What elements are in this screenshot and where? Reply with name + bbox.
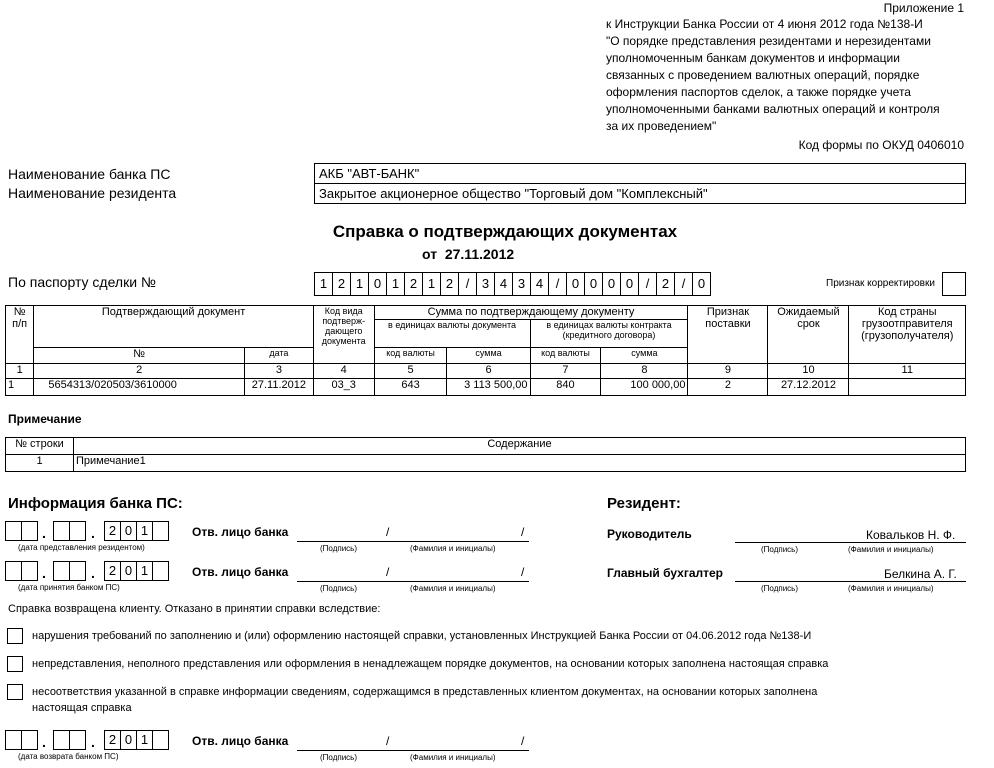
officer-signature-line <box>297 750 529 751</box>
date-dot: . <box>42 734 46 750</box>
notes-title: Примечание <box>8 412 82 426</box>
col-sum-contract-header: в единицах валюты контракта (кредитного договора) <box>530 320 688 348</box>
instruction-reference <box>606 16 976 135</box>
refusal-intro: Справка возвращена клиенту. Отказано в принятии справки вследствие: <box>8 603 381 615</box>
date-dot: . <box>91 525 95 541</box>
row-amount[interactable]: 3 113 500,00 <box>447 379 530 396</box>
officer-sign-caption: (Подпись) <box>320 584 357 593</box>
head-sign-caption: (Подпись) <box>761 545 798 554</box>
head-label: Руководитель <box>607 527 692 541</box>
head-name-caption: (Фамилия и инициалы) <box>848 545 934 554</box>
date-dot: . <box>91 565 95 581</box>
bank-name-field[interactable]: АКБ "АВТ-БАНК" <box>314 163 966 184</box>
officer-name-caption: (Фамилия и инициалы) <box>410 544 496 553</box>
refusal-reason-2: непредставления, неполного представления или оформления в ненадлежащем порядке документов, на основании которых заполнена настоящая справка <box>32 658 829 670</box>
passport-char-cell[interactable]: 1 <box>314 272 333 296</box>
col-number: 9 <box>688 364 768 379</box>
notes-row-no: 1 <box>6 455 74 472</box>
passport-char-cell[interactable]: 4 <box>530 272 549 296</box>
col-amount-header: сумма <box>447 348 530 364</box>
date-month-cell[interactable] <box>53 730 70 750</box>
correction-box[interactable] <box>942 272 966 296</box>
head-name: Ковальков Н. Ф. <box>866 528 956 542</box>
bank-name-label: Наименование банка ПС <box>8 166 171 182</box>
officer-name-caption: (Фамилия и инициалы) <box>410 584 496 593</box>
officer-label: Отв. лицо банка <box>192 734 289 748</box>
instruction-line: связанных с проведением валютных операций, порядке <box>606 68 920 82</box>
instruction-line: за их проведением" <box>606 119 717 133</box>
col-number: 6 <box>447 364 530 379</box>
col-number: 8 <box>601 364 688 379</box>
passport-char-cell[interactable]: 0 <box>620 272 639 296</box>
passport-char-cell[interactable]: / <box>674 272 693 296</box>
date-line <box>422 246 514 262</box>
date-prefix: от <box>422 246 438 262</box>
notes-content-header: Содержание <box>74 438 966 455</box>
passport-char-cell[interactable]: 1 <box>350 272 369 296</box>
passport-char-cell[interactable]: / <box>638 272 657 296</box>
col-sum-cur-header: в единицах валюты документа <box>374 320 530 348</box>
col-number: 10 <box>768 364 849 379</box>
passport-char-cell[interactable]: 0 <box>566 272 585 296</box>
date-year-cell[interactable]: 2 <box>104 561 121 581</box>
slash-separator: / <box>521 734 525 748</box>
head-signature-line <box>735 542 966 543</box>
slash-separator: / <box>386 734 390 748</box>
slash-separator: / <box>386 525 390 539</box>
passport-char-cell[interactable]: 3 <box>476 272 495 296</box>
row-country[interactable] <box>849 379 966 396</box>
refusal-reason-1: нарушения требований по заполнению и (или) оформлению настоящей справки, установленных Инструкцией Банка России от 04.06.2012 года №138-И <box>32 630 812 642</box>
date-day-cell[interactable] <box>21 561 38 581</box>
accountant-name-caption: (Фамилия и инициалы) <box>848 584 934 593</box>
passport-char-cell[interactable]: 0 <box>368 272 387 296</box>
date-dot: . <box>42 525 46 541</box>
officer-signature-line <box>297 581 529 582</box>
date-day-cell[interactable] <box>21 730 38 750</box>
date-day-cell[interactable] <box>21 521 38 541</box>
date-caption-received: (дата представления резидентом) <box>18 543 145 552</box>
officer-label: Отв. лицо банка <box>192 565 289 579</box>
table-row <box>6 455 966 472</box>
col-amount2-header: сумма <box>601 348 688 364</box>
date-year-cell[interactable]: 0 <box>120 730 137 750</box>
date-month-cell[interactable] <box>69 730 86 750</box>
slash-separator: / <box>386 565 390 579</box>
date-year-cell[interactable]: 2 <box>104 730 121 750</box>
col-sum-header: Сумма по подтверждающему документу <box>374 306 688 320</box>
date-year-cell[interactable]: 0 <box>120 521 137 541</box>
passport-char-cell[interactable]: 2 <box>440 272 459 296</box>
officer-sign-caption: (Подпись) <box>320 544 357 553</box>
col-number: 5 <box>374 364 447 379</box>
date-caption-returned: (дата возврата банком ПС) <box>18 752 119 761</box>
instruction-line: оформления паспортов сделок, а также порядке учета <box>606 85 911 99</box>
col-number: 1 <box>6 364 34 379</box>
officer-signature-line <box>297 541 529 542</box>
col-cur-code-header: код валюты <box>374 348 447 364</box>
date-year-cell[interactable]: 2 <box>104 521 121 541</box>
passport-label: По паспорту сделки № <box>8 274 156 290</box>
row-doc-date[interactable]: 27.11.2012 <box>244 379 313 396</box>
row-doc-no[interactable]: 5654313/020503/3610000 <box>34 379 245 396</box>
accountant-label: Главный бухгалтер <box>607 566 724 580</box>
page-title: Справка о подтверждающих документах <box>332 222 678 241</box>
passport-char-cell[interactable]: 2 <box>656 272 675 296</box>
okud-code: Код формы по ОКУД 0406010 <box>798 138 964 152</box>
date-day-cell[interactable] <box>5 561 22 581</box>
refusal-reason-3: несоответствия указанной в справке информации сведениям, содержащимся в представленных клиентом документах, на основании которых заполнена <box>32 686 818 698</box>
passport-char-cell[interactable]: 2 <box>404 272 423 296</box>
notes-table <box>5 437 966 472</box>
row-code[interactable]: 03_3 <box>313 379 374 396</box>
passport-char-cell[interactable]: 1 <box>422 272 441 296</box>
date-month-cell[interactable] <box>53 561 70 581</box>
documents-table <box>5 305 966 396</box>
row-expected[interactable]: 27.12.2012 <box>768 379 849 396</box>
col-number: 3 <box>244 364 313 379</box>
col-code-header: Код вида подтверж-дающего документа <box>313 306 374 364</box>
appendix-label: Приложение 1 <box>883 1 964 15</box>
instruction-line: уполномоченным банкам документов и информации <box>606 51 900 65</box>
accountant-sign-caption: (Подпись) <box>761 584 798 593</box>
passport-char-cell[interactable]: 0 <box>602 272 621 296</box>
passport-char-cell[interactable]: / <box>458 272 477 296</box>
col-cur-code2-header: код валюты <box>530 348 601 364</box>
date-dot: . <box>42 565 46 581</box>
date-year-cell[interactable]: 0 <box>120 561 137 581</box>
col-delivery-header: Признак поставки <box>688 306 768 364</box>
passport-char-cell[interactable]: / <box>548 272 567 296</box>
table-row <box>6 379 966 396</box>
officer-sign-caption: (Подпись) <box>320 753 357 762</box>
passport-char-cell[interactable]: 3 <box>512 272 531 296</box>
accountant-name: Белкина А. Г. <box>884 567 957 581</box>
col-country-header: Код страны грузоотправителя (грузополучателя) <box>849 306 966 364</box>
passport-char-cell[interactable]: 0 <box>584 272 603 296</box>
passport-char-cell[interactable]: 0 <box>692 272 711 296</box>
notes-row-text[interactable]: Примечание1 <box>74 455 966 472</box>
accountant-signature-line <box>735 581 966 582</box>
officer-name-caption: (Фамилия и инициалы) <box>410 753 496 762</box>
officer-label: Отв. лицо банка <box>192 525 289 539</box>
instruction-line: к Инструкции Банка России от 4 июня 2012 года №138-И <box>606 17 923 31</box>
col-number: 11 <box>849 364 966 379</box>
slash-separator: / <box>521 525 525 539</box>
resident-name-label: Наименование резидента <box>8 185 177 201</box>
date-year-cell[interactable] <box>152 561 169 581</box>
date-dot: . <box>91 734 95 750</box>
row-amount2[interactable]: 100 000,00 <box>601 379 688 396</box>
passport-char-cell[interactable]: 4 <box>494 272 513 296</box>
passport-char-cell[interactable]: 1 <box>386 272 405 296</box>
correction-label: Признак корректировки <box>826 278 935 289</box>
date-month-cell[interactable] <box>69 521 86 541</box>
resident-info-title: Резидент: <box>607 495 681 512</box>
instruction-line: "О порядке представления резидентами и нерезидентами <box>606 34 931 48</box>
row-num: 1 <box>6 379 34 396</box>
refusal-checkbox-2[interactable] <box>7 656 23 672</box>
date-year-cell[interactable] <box>152 521 169 541</box>
refusal-checkbox-3[interactable] <box>7 684 23 700</box>
resident-name-field[interactable]: Закрытое акционерное общество "Торговый дом "Комплексный" <box>314 183 966 204</box>
row-cur-code2[interactable]: 840 <box>530 379 601 396</box>
bank-info-title: Информация банка ПС: <box>8 495 183 512</box>
refusal-reason-3-cont: настоящая справка <box>32 702 132 714</box>
col-doc-date-header: дата <box>244 348 313 364</box>
slash-separator: / <box>521 565 525 579</box>
notes-row-header: № строки <box>6 438 74 455</box>
report-date: 27.11.2012 <box>444 246 515 262</box>
date-month-cell[interactable] <box>69 561 86 581</box>
col-expected-header: Ожидаемый срок <box>768 306 849 364</box>
col-doc-no-header: № <box>34 348 245 364</box>
date-caption-accepted: (дата принятия банком ПС) <box>18 583 120 592</box>
date-day-cell[interactable] <box>5 521 22 541</box>
passport-char-cell[interactable]: 2 <box>332 272 351 296</box>
date-year-cell[interactable]: 1 <box>136 561 153 581</box>
col-number: 2 <box>34 364 245 379</box>
instruction-line: уполномоченными банками валютных операций и контроля <box>606 102 940 116</box>
date-year-cell[interactable]: 1 <box>136 730 153 750</box>
row-delivery[interactable]: 2 <box>688 379 768 396</box>
refusal-checkbox-1[interactable] <box>7 628 23 644</box>
col-doc-header: Подтверждающий документ <box>34 306 313 348</box>
col-num-header: № п/п <box>6 306 34 364</box>
col-number: 4 <box>313 364 374 379</box>
date-day-cell[interactable] <box>5 730 22 750</box>
row-cur-code[interactable]: 643 <box>374 379 447 396</box>
date-year-cell[interactable]: 1 <box>136 521 153 541</box>
col-number: 7 <box>530 364 601 379</box>
date-month-cell[interactable] <box>53 521 70 541</box>
date-year-cell[interactable] <box>152 730 169 750</box>
